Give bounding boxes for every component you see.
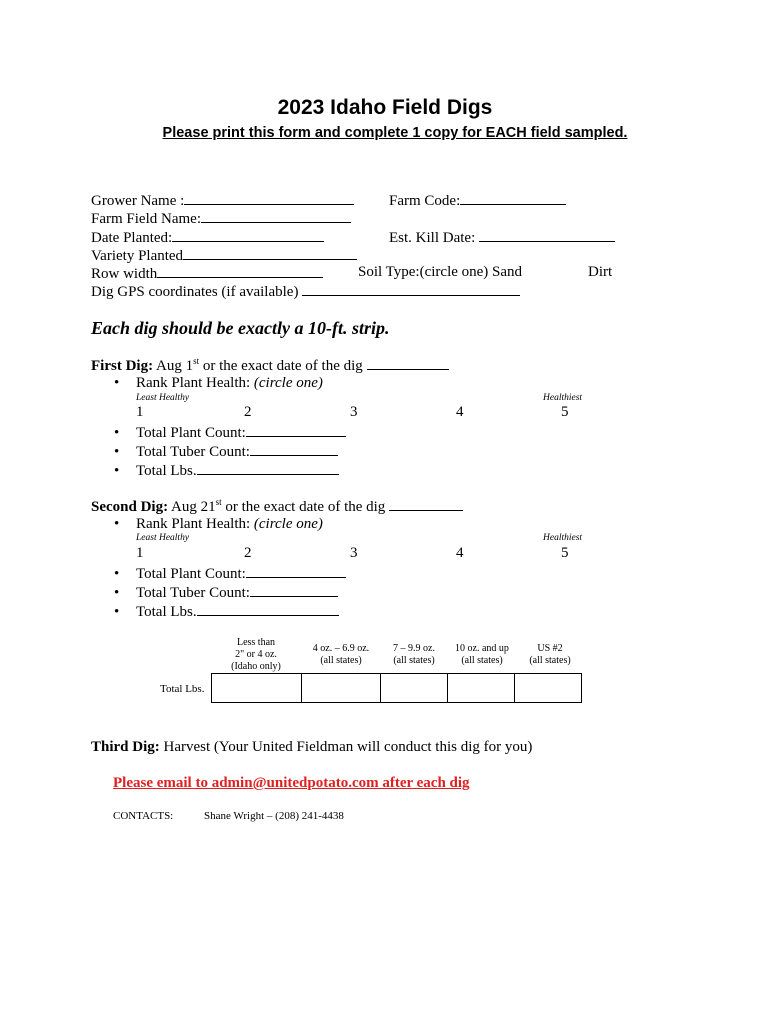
second-dig-date-blank[interactable] bbox=[389, 497, 463, 511]
size-cell-4[interactable] bbox=[448, 674, 515, 703]
second-health-3[interactable]: 3 bbox=[350, 545, 358, 561]
first-least-healthy: Least Healthy bbox=[136, 393, 190, 403]
second-total-lbs-blank[interactable] bbox=[197, 602, 339, 616]
second-plant-count-blank[interactable] bbox=[246, 564, 346, 578]
size-col-header-5: US #2 (all states) bbox=[529, 643, 571, 666]
table-row bbox=[212, 674, 582, 703]
est-kill-date-label: Est. Kill Date: bbox=[389, 230, 479, 246]
first-health-1[interactable]: 1 bbox=[136, 404, 144, 420]
first-total-lbs-blank[interactable] bbox=[197, 461, 339, 475]
second-dig-health-item bbox=[114, 516, 323, 533]
first-health-5[interactable]: 5 bbox=[561, 404, 569, 420]
grower-name-blank[interactable] bbox=[184, 191, 354, 205]
first-tuber-count[interactable]: • Total Tuber Count: bbox=[114, 442, 338, 461]
farm-code-field[interactable] bbox=[389, 191, 566, 210]
gps-label: Dig GPS coordinates (if available) bbox=[91, 284, 303, 300]
variety-planted-label: Variety Planted bbox=[91, 248, 184, 264]
size-col-header-3: 7 – 9.9 oz. (all states) bbox=[393, 643, 435, 666]
size-col-header-1: Less than 2" or 4 oz. (Idaho only) bbox=[231, 637, 281, 672]
page-title: 2023 Idaho Field Digs bbox=[277, 96, 493, 119]
farm-field-name-label: Farm Field Name: bbox=[91, 211, 201, 227]
second-least-healthy: Least Healthy bbox=[136, 533, 190, 543]
size-cell-2[interactable] bbox=[302, 674, 381, 703]
grower-name-field[interactable] bbox=[91, 191, 354, 210]
first-health-2[interactable]: 2 bbox=[244, 404, 252, 420]
second-plant-count[interactable]: • Total Plant Count: bbox=[114, 564, 346, 583]
bullet-icon: • bbox=[114, 444, 120, 460]
first-plant-count[interactable]: • Total Plant Count: bbox=[114, 423, 346, 442]
row-width-blank[interactable] bbox=[157, 264, 323, 278]
size-col-header-4: 10 oz. and up (all states) bbox=[455, 643, 509, 666]
first-tuber-count-blank[interactable] bbox=[250, 442, 338, 456]
second-dig-label: Second Dig: bbox=[91, 499, 169, 515]
second-dig-date-sup: st bbox=[215, 497, 222, 507]
variety-planted-field[interactable] bbox=[91, 246, 357, 265]
second-dig-line[interactable] bbox=[91, 497, 463, 516]
first-health-3[interactable]: 3 bbox=[350, 404, 358, 420]
health-hint: (circle one) bbox=[253, 375, 323, 391]
second-health-2[interactable]: 2 bbox=[244, 545, 252, 561]
row-width-label: Row width bbox=[91, 266, 158, 282]
bullet-icon: • bbox=[114, 604, 120, 620]
health-label: Rank Plant Health: bbox=[136, 516, 254, 532]
bullet-icon: • bbox=[114, 463, 120, 479]
bullet-icon: • bbox=[114, 566, 120, 582]
third-dig-line bbox=[91, 739, 532, 756]
third-dig-text: Harvest (Your United Fieldman will conduct this dig for you) bbox=[159, 739, 533, 755]
contacts-label: CONTACTS: bbox=[113, 810, 174, 822]
first-dig-health-item bbox=[114, 375, 323, 392]
second-tuber-count-blank[interactable] bbox=[250, 583, 338, 597]
soil-type-dirt[interactable]: Dirt bbox=[588, 264, 613, 280]
first-dig-date-sup: st bbox=[193, 356, 200, 366]
bullet-icon: • bbox=[114, 516, 120, 532]
farm-code-blank[interactable] bbox=[460, 191, 566, 205]
health-hint: (circle one) bbox=[253, 516, 323, 532]
second-health-4[interactable]: 4 bbox=[456, 545, 464, 561]
date-planted-blank[interactable] bbox=[172, 228, 324, 242]
contact-person: Shane Wright – (208) 241-4438 bbox=[204, 810, 344, 822]
grower-name-label: Grower Name : bbox=[91, 193, 185, 209]
farm-code-label: Farm Code: bbox=[389, 193, 461, 209]
second-tuber-count[interactable]: • Total Tuber Count: bbox=[114, 583, 338, 602]
size-table bbox=[211, 673, 582, 703]
size-row-label: Total Lbs. bbox=[160, 683, 205, 695]
second-health-1[interactable]: 1 bbox=[136, 545, 144, 561]
size-col-header-2: 4 oz. – 6.9 oz. (all states) bbox=[312, 643, 370, 666]
variety-planted-blank[interactable] bbox=[183, 246, 357, 260]
farm-field-name-blank[interactable] bbox=[201, 209, 351, 223]
first-total-lbs[interactable]: • Total Lbs. bbox=[114, 461, 339, 480]
soil-type-label: Soil Type:(circle one) Sand bbox=[358, 264, 523, 280]
second-dig-date-text: or the exact date of the dig bbox=[221, 499, 390, 515]
bullet-icon: • bbox=[114, 375, 120, 391]
farm-field-name-field[interactable] bbox=[91, 209, 351, 228]
third-dig-label: Third Dig: bbox=[91, 739, 160, 755]
second-healthiest: Healthiest bbox=[543, 533, 583, 543]
second-health-5[interactable]: 5 bbox=[561, 545, 569, 561]
row-width-field[interactable] bbox=[91, 264, 323, 283]
size-cell-5[interactable] bbox=[515, 674, 582, 703]
second-dig-date: Aug 21 bbox=[168, 499, 216, 515]
gps-blank[interactable] bbox=[302, 282, 520, 296]
first-health-4[interactable]: 4 bbox=[456, 404, 464, 420]
first-healthiest: Healthiest bbox=[543, 393, 583, 403]
first-dig-label: First Dig: bbox=[91, 358, 154, 374]
date-planted-label: Date Planted: bbox=[91, 230, 173, 246]
first-plant-count-blank[interactable] bbox=[246, 423, 346, 437]
gps-field[interactable] bbox=[91, 282, 520, 301]
date-planted-field[interactable] bbox=[91, 228, 324, 247]
health-label: Rank Plant Health: bbox=[136, 375, 254, 391]
est-kill-date-blank[interactable] bbox=[479, 228, 615, 242]
bullet-icon: • bbox=[114, 425, 120, 441]
est-kill-date-field[interactable] bbox=[389, 228, 615, 247]
first-dig-date-text: or the exact date of the dig bbox=[199, 358, 367, 374]
first-dig-date: Aug 1 bbox=[153, 358, 194, 374]
email-note[interactable]: Please email to admin@unitedpotato.com after each dig bbox=[113, 775, 470, 791]
first-dig-line[interactable] bbox=[91, 356, 449, 375]
size-cell-3[interactable] bbox=[381, 674, 448, 703]
strip-heading: Each dig should be exactly a 10-ft. strip. bbox=[91, 318, 390, 338]
page-subtitle: Please print this form and complete 1 copy for EACH field sampled. bbox=[162, 125, 628, 141]
first-dig-date-blank[interactable] bbox=[367, 356, 449, 370]
size-cell-1[interactable] bbox=[212, 674, 302, 703]
bullet-icon: • bbox=[114, 585, 120, 601]
second-total-lbs[interactable]: • Total Lbs. bbox=[114, 602, 339, 621]
